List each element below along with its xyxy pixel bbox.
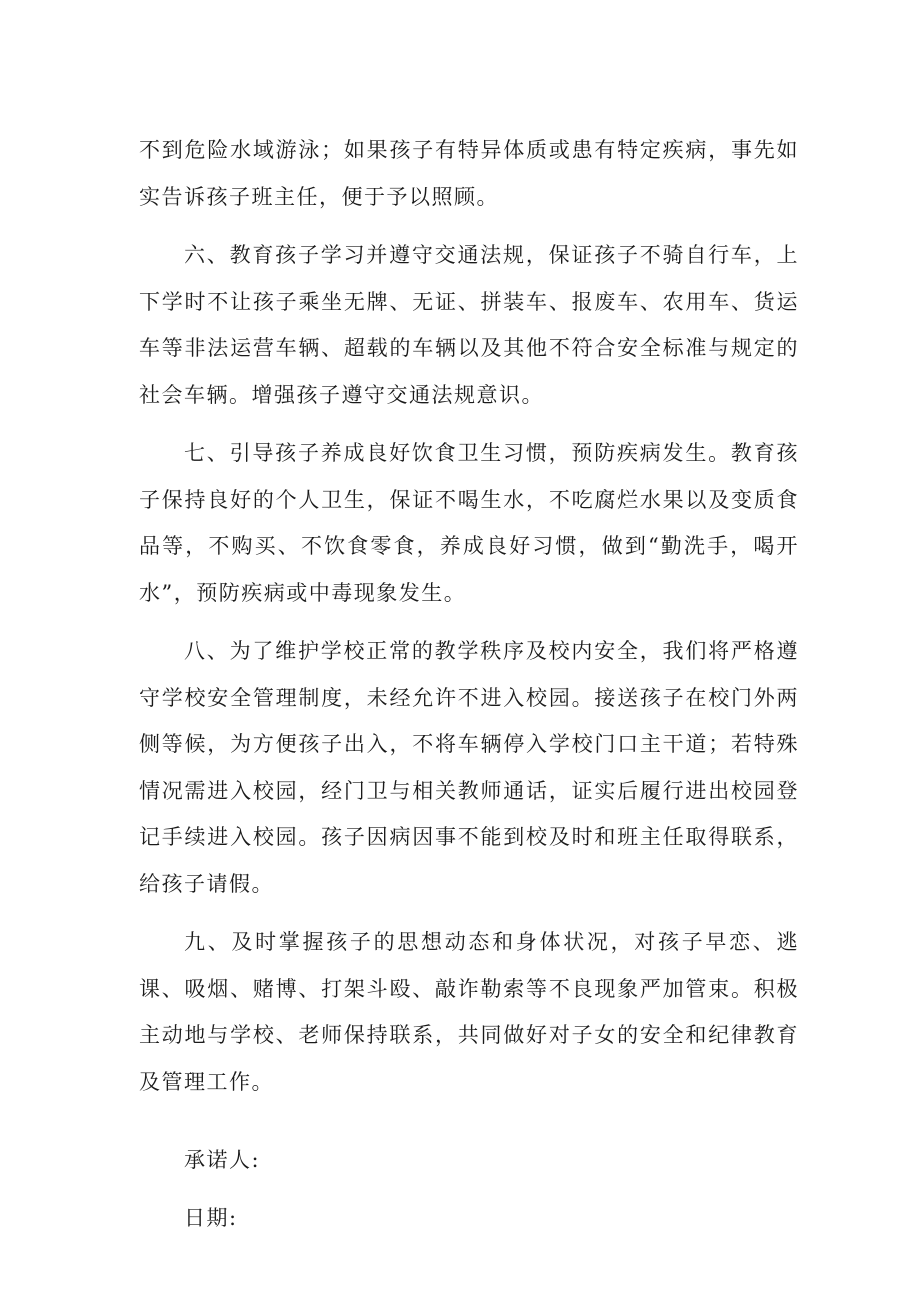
- promisor-label: 承诺人:: [184, 1148, 261, 1172]
- paragraph-item-7: 七、引导孩子养成良好饮食卫生习惯，预防疾病发生。教育孩子保持良好的个人卫生，保证不喝生水，不吃腐烂水果以及变质食品等，不购买、不饮食零食，养成良好习惯，做到“勤洗手，喝开水”，预防疾病或中毒现象发生。: [139, 441, 799, 605]
- paragraph-item-8: 八、为了维护学校正常的教学秩序及校内安全，我们将严格遵守学校安全管理制度，未经允许不进入校园。接送孩子在校门外两侧等候，为方便孩子出入，不将车辆停入学校门口主干道；若特殊情况需进入校园，经门卫与相关教师通话，证实后履行进出校园登记手续进入校园。孩子因病因事不能到校及时和班主任取得联系，给孩子请假。: [139, 639, 799, 896]
- paragraph-item-9: 九、及时掌握孩子的思想动态和身体状况，对孩子早恋、逃课、吸烟、赌博、打架斗殴、敲诈勒索等不良现象严加管束。积极主动地与学校、老师保持联系，共同做好对子女的安全和纪律教育及管理工作。: [139, 930, 799, 1094]
- paragraph-continuation: 不到危险水域游泳；如果孩子有特异体质或患有特定疾病，事先如实告诉孩子班主任，便于予以照顾。: [139, 138, 799, 209]
- paragraph-item-6: 六、教育孩子学习并遵守交通法规，保证孩子不骑自行车，上下学时不让孩子乘坐无牌、无证、拼装车、报废车、农用车、货运车等非法运营车辆、超载的车辆以及其他不符合安全标准与规定的社会车辆。增强孩子遵守交通法规意识。: [139, 243, 799, 407]
- date-label: 日期:: [184, 1205, 238, 1230]
- document-body: [139, 127, 799, 1241]
